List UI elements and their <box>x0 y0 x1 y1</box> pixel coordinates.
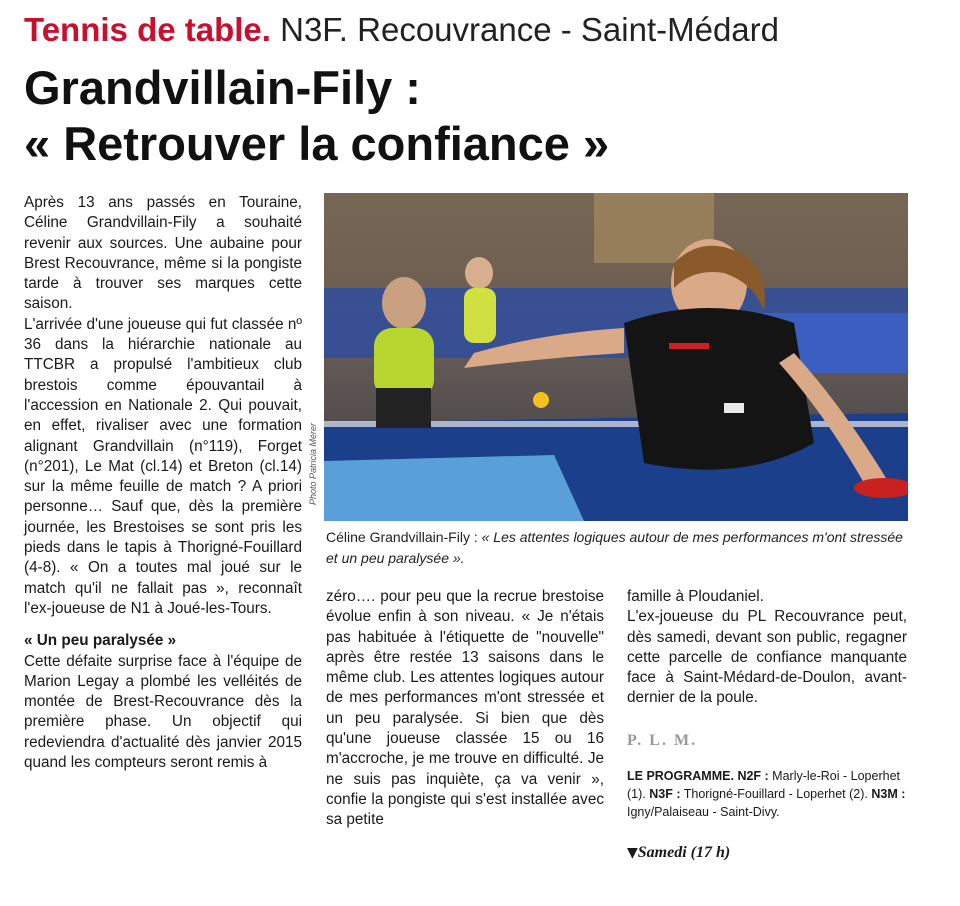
triangle-down-icon: ▼ <box>627 845 638 862</box>
article-column-3 <box>627 587 907 863</box>
author-signature: P. L. M. <box>627 731 698 749</box>
programme-box <box>627 767 907 821</box>
caption-quote: « Les attentes logiques autour de mes performances m'ont stressée et un peu paralysée ». <box>326 529 903 566</box>
table-tennis-player-illustration <box>324 193 908 521</box>
headline <box>24 60 609 172</box>
article-column-2 <box>326 587 604 831</box>
subheading: « Un peu paralysée » <box>24 632 177 650</box>
n3f-text: Thorigné-Fouillard - Loperhet (2). <box>683 787 868 802</box>
photo-credit: Photo Patricia Mérer <box>308 422 318 505</box>
schedule <box>627 843 907 863</box>
article-photo <box>324 193 908 521</box>
body-paragraph: famille à Ploudaniel. <box>627 588 764 605</box>
kicker <box>24 10 779 50</box>
n2f-label: N2F : <box>737 769 769 784</box>
body-paragraph: L'ex-joueuse du PL Recouvrance peut, dès samedi, devant son public, regagner cette parcelle de confiance manquante face à Saint-Médard-de-Doulon, avant-dernier de la poule. <box>627 608 907 707</box>
caption-name: Céline Grandvillain-Fily : <box>326 529 478 545</box>
n3f-label: N3F : <box>649 787 681 802</box>
match-label: N3F. Recouvrance - Saint-Médard <box>280 11 779 48</box>
headline-line-1: Grandvillain-Fily : <box>24 61 421 114</box>
n3m-label: N3M : <box>871 787 906 802</box>
body-paragraph: zéro…. pour peu que la recrue brestoise évolue enfin à son niveau. « Je n'étais pas habituée à l'étiquette de "nouvelle" après être restée 13 saisons dans le même club. Les attentes logiques autour de mes performances m'ont stressée et un peu paralysée. Si bien que dès qu'une joueuse classée 15 ou 16 m'accroche, je me trouve en difficulté. Je ne suis pas inquiète, ça va venir », confie la pongiste qui s'est installée avec sa petite <box>326 588 604 829</box>
photo-caption <box>326 527 910 569</box>
body-paragraph: L'arrivée d'une joueuse qui fut classée nº 36 dans la hiérarchie nationale au TTCBR a propulsé l'ambitieux club brestois comme épouvantail à l'accession en Nationale 2. Qui pouvait, en effet, rivaliser avec une formation alignant Grandvillain (n°119), Forget (n°201), Le Mat (cl.14) et Breton (cl.14) sur la même feuille de match ? A priori personne… Sauf que, dès la première journée, les Brestoises se sont pris les pieds dans le tapis à Thorigné-Fouillard (4-8). « On a toutes mal joué sur le match qu'il ne fallait pas », reconnaît l'ex-joueuse de N1 à Joué-les-Tours. <box>24 315 302 617</box>
intro-paragraph: Après 13 ans passés en Touraine, Céline Grandvillain-Fily a souhaité revenir aux sources. Une aubaine pour Brest Recouvrance, même si la pongiste tarde à trouver ses marques cette saison. <box>24 194 302 313</box>
rubric-label: Tennis de table. <box>24 11 271 48</box>
n3m-text: Igny/Palaiseau - Saint-Divy. <box>627 805 780 820</box>
body-paragraph: Cette défaite surprise face à l'équipe de Marion Legay a plombé les velléités de montée de Brest-Recouvrance dès la première phase. Un objectif qui redeviendra d'actualité dès janvier 2015 quand les compteurs seront remis à <box>24 652 302 772</box>
article-column-1 <box>24 193 302 773</box>
schedule-text: Samedi (17 h) <box>637 844 731 862</box>
n2f-text: Marly-le-Roi - Loperhet (1). <box>627 769 900 802</box>
programme-label: LE PROGRAMME. <box>627 769 734 784</box>
headline-line-2: « Retrouver la confiance » <box>24 117 610 170</box>
